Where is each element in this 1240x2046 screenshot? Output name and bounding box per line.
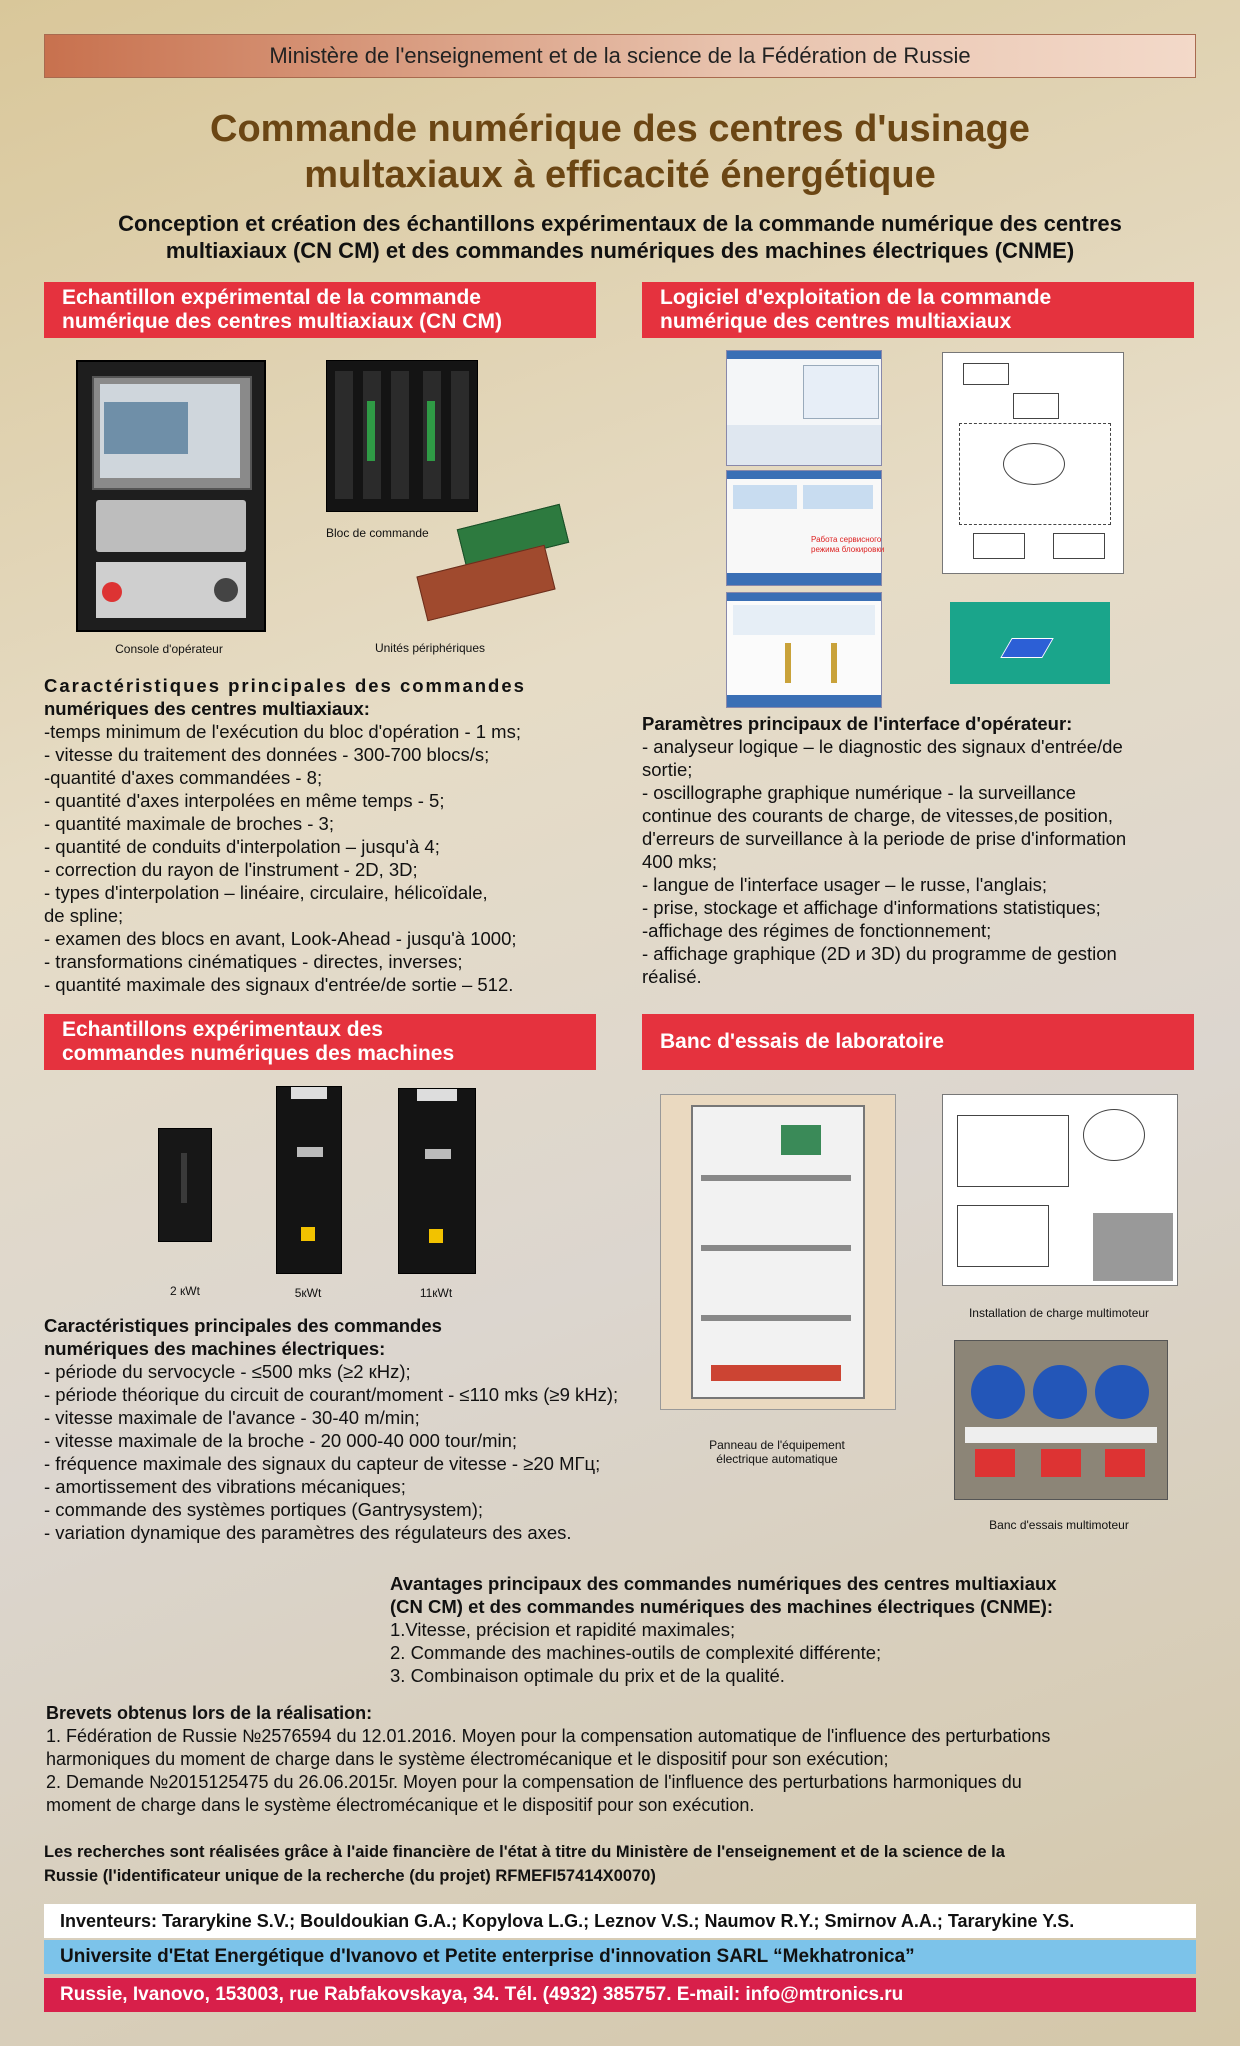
advantages-title: Avantages principaux des commandes numériques des centres multiaxiaux — [390, 1573, 1057, 1594]
characteristics-title: Caractéristiques principales des commandes — [44, 1315, 442, 1336]
caption-electrical-panel — [660, 1438, 894, 1466]
screen-text: Работа сервисного — [811, 535, 882, 544]
list-item: réalisé. — [642, 966, 702, 987]
section-heading-machines — [44, 1014, 596, 1070]
list-item: de spline; — [44, 905, 124, 926]
caption-console: Console d'opérateur — [115, 642, 223, 656]
list-item: - examen des blocs en avant, Look-Ahead - jusqu'à 1000; — [44, 928, 517, 949]
advantages-title: (CN CM) et des commandes numériques des machines électriques (CNME): — [390, 1596, 1054, 1617]
section-heading-line: Logiciel d'exploitation de la commande — [660, 286, 1052, 309]
list-item: sortie; — [642, 759, 693, 780]
characteristics-title: numériques des machines électriques: — [44, 1338, 386, 1359]
section-heading-line: Banc d'essais de laboratoire — [660, 1030, 944, 1053]
caption-line: électrique automatique — [716, 1452, 838, 1466]
list-item: - variation dynamique des paramètres des régulateurs des axes. — [44, 1522, 572, 1543]
university-row: Universite d'Etat Energétique d'Ivanovo et Petite enterprise d'innovation SARL “Mekhatronica” — [44, 1940, 1196, 1974]
caption-peripheral-units: Unités périphériques — [374, 641, 486, 655]
list-item: - quantité maximale des signaux d'entrée/de sortie – 512. — [44, 974, 514, 995]
patent-line: 2. Demande №2015125475 du 26.06.2015г. Moyen pour la compensation de l'influence des perturbations harmoniques du — [46, 1772, 1022, 1792]
software-screen-1 — [726, 350, 882, 466]
advantages-block — [390, 1572, 1190, 1687]
list-item: -temps minimum de l'exécution du bloc d'opération - 1 ms; — [44, 721, 521, 742]
list-item: - types d'interpolation – linéaire, circulaire, hélicoïdale, — [44, 882, 488, 903]
list-item: - quantité maximale de broches - 3; — [44, 813, 334, 834]
caption-11kwt: 11кWt — [419, 1286, 453, 1300]
caption-line: Panneau de l'équipement — [709, 1438, 845, 1452]
patent-line: harmoniques du moment de charge dans le système électromécanique et le dispositif pour son exécution; — [46, 1749, 889, 1769]
section-heading-test-bench — [642, 1014, 1194, 1070]
list-item: - oscillographe graphique numérique - la surveillance — [642, 782, 1076, 803]
drive-11kwt-image — [398, 1088, 476, 1274]
peripheral-units-image — [420, 516, 570, 620]
control-block-image — [326, 360, 478, 512]
subtitle-line-1: Conception et création des échantillons expérimentaux de la commande numérique des centres — [118, 211, 1122, 236]
list-item: - transformations cinématiques - directes, inverses; — [44, 951, 463, 972]
list-item: - langue de l'interface usager – le russe, l'anglais; — [642, 874, 1048, 895]
caption-5kwt: 5кWt — [294, 1286, 322, 1300]
section-heading-line: numérique des centres multiaxiaux (CN CM) — [62, 310, 502, 333]
list-item: - période du servocycle - ≤500 mks (≥2 кHz); — [44, 1361, 411, 1382]
funding-line: Les recherches sont réalisées grâce à l'aide financière de l'état à titre du Ministère de l'enseignement et de la science de la — [44, 1843, 1005, 1861]
caption-load-installation: Installation de charge multimoteur — [968, 1306, 1150, 1320]
characteristics-title: Caractéristiques principales des commandes — [44, 675, 526, 696]
title-line-1: Commande numérique des centres d'usinage — [210, 108, 1030, 150]
cn-cm-characteristics — [44, 674, 604, 996]
funding-note — [44, 1840, 1204, 1888]
drive-2kwt-image — [158, 1128, 212, 1242]
load-installation-drawing — [942, 1094, 1178, 1286]
electrical-panel-image — [660, 1094, 896, 1410]
caption-2kwt: 2 кWt — [170, 1284, 200, 1298]
list-item: - affichage graphique (2D и 3D) du programme de gestion — [642, 943, 1117, 964]
section-heading-line: commandes numériques des machines — [62, 1042, 455, 1065]
list-item: d'erreurs de surveillance à la periode de prise d'information — [642, 828, 1127, 849]
list-item: continue des courants de charge, de vitesses,de position, — [642, 805, 1114, 826]
software-screen-3 — [726, 592, 882, 708]
inventors-row: Inventeurs: Tararykine S.V.; Bouldoukian G.A.; Kopylova L.G.; Leznov V.S.; Naumov R.Y.; Smirnov A.A.; Tararykine Y.S. — [44, 1904, 1196, 1938]
funding-line: Russie (l'identificateur unique de la recherche (du projet) RFMEFI57414X0070) — [44, 1867, 656, 1885]
3d-graphics-image — [950, 602, 1110, 684]
address-row: Russie, Ivanovo, 153003, rue Rabfakovskaya, 34. Tél. (4932) 385757. E-mail: info@mtronics.ru — [44, 1978, 1196, 2012]
list-item: - commande des systèmes portiques (Gantrysystem); — [44, 1499, 484, 1520]
list-item: -affichage des régimes de fonctionnement; — [642, 920, 992, 941]
list-item: - fréquence maximale des signaux du capteur de vitesse - ≥20 МГц; — [44, 1453, 601, 1474]
ministry-banner: Ministère de l'enseignement et de la science de la Fédération de Russie — [44, 34, 1196, 78]
list-item: - vitesse maximale de la broche - 20 000-40 000 tour/min; — [44, 1430, 518, 1451]
list-item: - analyseur logique – le diagnostic des signaux d'entrée/de — [642, 736, 1123, 757]
operator-console-image — [76, 360, 266, 632]
patent-line: 1. Fédération de Russie №2576594 du 12.01.2016. Moyen pour la compensation automatique de l'influence des perturbations — [46, 1726, 1051, 1746]
list-item: - correction du rayon de l'instrument - 2D, 3D; — [44, 859, 418, 880]
list-item: -quantité d'axes commandées - 8; — [44, 767, 323, 788]
cnme-characteristics — [44, 1314, 644, 1544]
section-heading-line: Echantillon expérimental de la commande — [62, 286, 481, 309]
flowchart-diagram-image — [942, 352, 1124, 574]
characteristics-title: numériques des centres multiaxiaux: — [44, 698, 370, 719]
section-heading-line: Echantillons expérimentaux des — [62, 1018, 383, 1041]
list-item: - quantité de conduits d'interpolation – jusqu'à 4; — [44, 836, 440, 857]
caption-multimotor-bench: Banc d'essais multimoteur — [989, 1518, 1129, 1532]
list-item: - vitesse du traitement des données - 300-700 blocs/s; — [44, 744, 490, 765]
list-item: 3. Combinaison optimale du prix et de la qualité. — [390, 1665, 785, 1686]
patents-title: Brevets obtenus lors de la réalisation: — [46, 1703, 373, 1723]
list-item: - prise, stockage et affichage d'informations statistiques; — [642, 897, 1101, 918]
list-item: - vitesse maximale de l'avance - 30-40 m/min; — [44, 1407, 420, 1428]
subtitle-line-2: multiaxiaux (CN CM) et des commandes numériques des machines électriques (CNME) — [165, 238, 1075, 263]
page-subtitle — [60, 210, 1180, 264]
section-heading-line: numérique des centres multiaxiaux — [660, 310, 1012, 333]
caption-control-block: Bloc de commande — [326, 526, 429, 540]
parameters-title: Paramètres principaux de l'interface d'opérateur: — [642, 713, 1073, 734]
screen-text: режима блокировки — [811, 545, 885, 554]
list-item: 2. Commande des machines-outils de complexité différente; — [390, 1642, 882, 1663]
patents-block — [46, 1702, 1206, 1817]
list-item: - quantité d'axes interpolées en même temps - 5; — [44, 790, 445, 811]
patent-line: moment de charge dans le système électromécanique et le dispositif pour son exécution. — [46, 1795, 755, 1815]
section-heading-cn-cm — [44, 282, 596, 338]
drive-5kwt-image — [276, 1086, 342, 1274]
operator-interface-parameters — [642, 712, 1202, 988]
list-item: 1.Vitesse, précision et rapidité maximales; — [390, 1619, 736, 1640]
page-title — [0, 106, 1240, 198]
title-line-2: multaxiaux à efficacité énergétique — [304, 154, 936, 196]
list-item: - période théorique du circuit de courant/moment - ≤110 mks (≥9 kHz); — [44, 1384, 619, 1405]
multimotor-bench-image — [954, 1340, 1168, 1500]
list-item: - amortissement des vibrations mécaniques; — [44, 1476, 406, 1497]
list-item: 400 mks; — [642, 851, 718, 872]
software-screen-2 — [726, 470, 885, 586]
section-heading-software — [642, 282, 1194, 338]
